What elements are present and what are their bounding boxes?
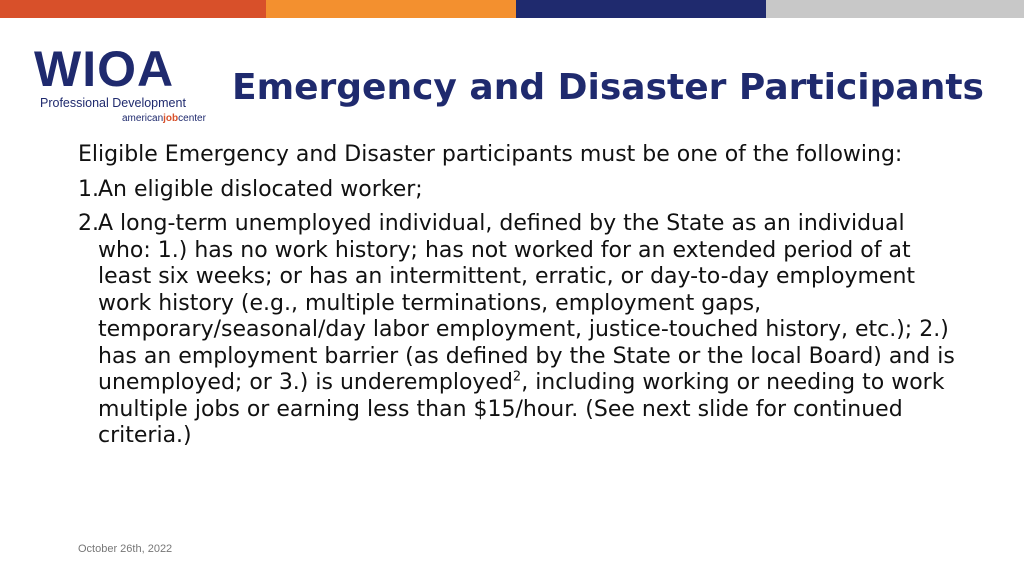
list-number: 2. <box>78 211 99 236</box>
top-color-bar <box>0 0 1024 18</box>
footer-date: October 26th, 2022 <box>78 543 173 555</box>
logo-subtitle: Professional Development <box>40 96 186 110</box>
list-number: 1. <box>78 176 99 202</box>
wioa-logo <box>34 41 224 126</box>
list-item-1 <box>78 177 958 204</box>
logo-wordmark: WIOA <box>34 41 175 97</box>
top-bar-segment-orange <box>266 0 516 18</box>
footnote-superscript: 2 <box>512 369 522 385</box>
list-item-2 <box>78 211 958 450</box>
top-bar-segment-navy <box>516 0 766 18</box>
logo-ajc-mid: job <box>163 113 179 124</box>
logo-ajc-post: center <box>178 113 206 124</box>
top-bar-segment-gray <box>766 0 1024 18</box>
slide-body <box>78 142 958 458</box>
slide-title: Emergency and Disaster Participants <box>232 67 984 108</box>
list-item-text-continued: , including working or needing to work multiple jobs or earning less than $15/hour. (See next slide for continued criteria.) <box>98 370 945 448</box>
intro-paragraph: Eligible Emergency and Disaster participants must be one of the following: <box>78 142 903 167</box>
list-item-text: A long-term unemployed individual, defined by the State as an individual who: 1.) has no work history; has not worked for an extended period of at least six weeks; or has an intermittent, erratic, or day-to-day employment work history (e.g., multiple terminations, employment gaps, temporary/seasonal/day labor employment, justice-touched history, etc.); 2.) has an employment barrier (as defined by the State or the local Board) and is unemployed; or 3.) is underemployed <box>98 211 955 395</box>
logo-american-job-center <box>122 113 206 124</box>
top-bar-segment-red <box>0 0 266 18</box>
logo-ajc-pre: american <box>122 113 164 124</box>
list-item-text: An eligible dislocated worker; <box>98 176 423 202</box>
